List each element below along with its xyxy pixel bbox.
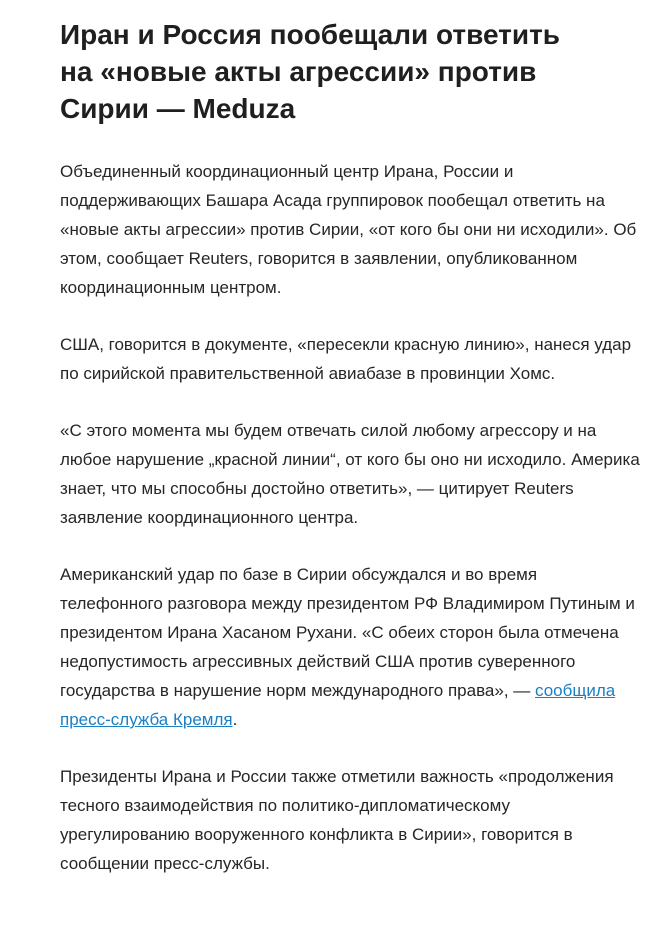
article [60,16,640,906]
paragraph-phone-call-text: Американский удар по базе в Сирии обсуждался и во время телефонного разговора между президентом РФ Владимиром Путиным и президентом Ирана Хасаном Рухани. «С обеих сторон была отмечена недопустимость агрессивных действий США против суверенного государства в нарушение норм международного права», — [60,565,635,700]
paragraph-phone-call-end: . [232,710,238,729]
paragraph-intro: Объединенный координационный центр Ирана, России и поддерживающих Башара Асада группировок пообещал ответить на «новые акты агрессии» против Сирии, «от кого бы они ни исходили». Об этом, сообщает Reuters, говорится в заявлении, опубликованном координационным центром. [60,162,637,297]
paragraph-cooperation: Президенты Ирана и России также отметили важность «продолжения тесного взаимодействия по политико-дипломатическому урегулированию вооруженного конфликта в Сирии», говорится в сообщении пресс-службы. [60,767,614,873]
kremlin-press-link[interactable]: сообщила пресс-служба Кремля [60,681,616,729]
paragraph-phone-call [60,560,640,734]
paragraph-red-line: США, говорится в документе, «пересекли красную линию», нанеся удар по сирийской правительственной авиабазе в провинции Хомс. [60,335,632,383]
article-title: Иран и Россия пообещали ответить на «новые акты агрессии» против Сирии — Meduza [60,19,560,124]
paragraph-quote: «С этого момента мы будем отвечать силой любому агрессору и на любое нарушение „красной линии“, от кого бы оно ни исходило. Америка знает, что мы способны достойно ответить», — цитирует Reuters заявление координационного центра. [60,421,640,527]
